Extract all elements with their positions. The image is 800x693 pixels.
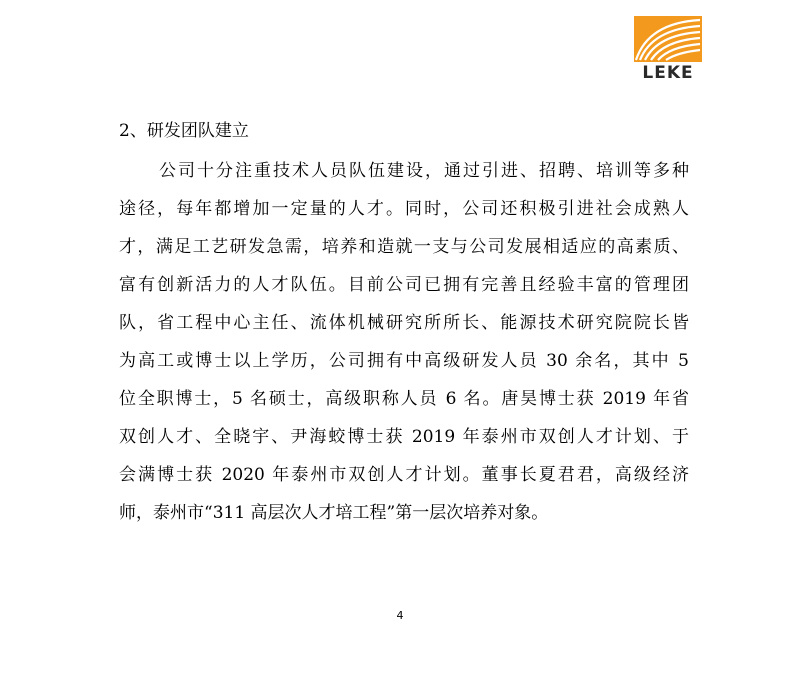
paragraph-line: 师，泰州市“311 高层次人才培工程”第一层次培养对象。 xyxy=(119,503,549,523)
logo-wordmark: LEKE xyxy=(642,63,694,83)
paragraph-line: 富有创新活力的人才队伍。目前公司已拥有完善且经验丰富的管理团 xyxy=(119,275,689,295)
page-number: 4 xyxy=(396,609,404,622)
section-heading: 2、研发团队建立 xyxy=(119,121,249,141)
paragraph-line: 队，省工程中心主任、流体机械研究所所长、能源技术研究院院长皆 xyxy=(119,313,689,333)
paragraph-line: 双创人才、全晓宇、尹海蛟博士获 2019 年泰州市双创人才计划、于 xyxy=(119,427,689,447)
paragraph-line: 公司十分注重技术人员队伍建设，通过引进、招聘、培训等多种 xyxy=(159,161,689,181)
paragraph-line: 为高工或博士以上学历，公司拥有中高级研发人员 30 余名，其中 5 xyxy=(119,351,689,371)
paragraph-line: 才，满足工艺研发急需，培养和造就一支与公司发展相适应的高素质、 xyxy=(119,237,689,257)
paragraph-line: 会满博士获 2020 年泰州市双创人才计划。董事长夏君君，高级经济 xyxy=(119,465,689,485)
paragraph-line: 途径，每年都增加一定量的人才。同时，公司还积极引进社会成熟人 xyxy=(119,199,689,219)
leke-logo-icon xyxy=(634,16,702,62)
body-paragraph xyxy=(119,158,689,538)
company-logo xyxy=(634,16,702,84)
paragraph-line: 位全职博士，5 名硕士，高级职称人员 6 名。唐昊博士获 2019 年省 xyxy=(119,389,689,409)
